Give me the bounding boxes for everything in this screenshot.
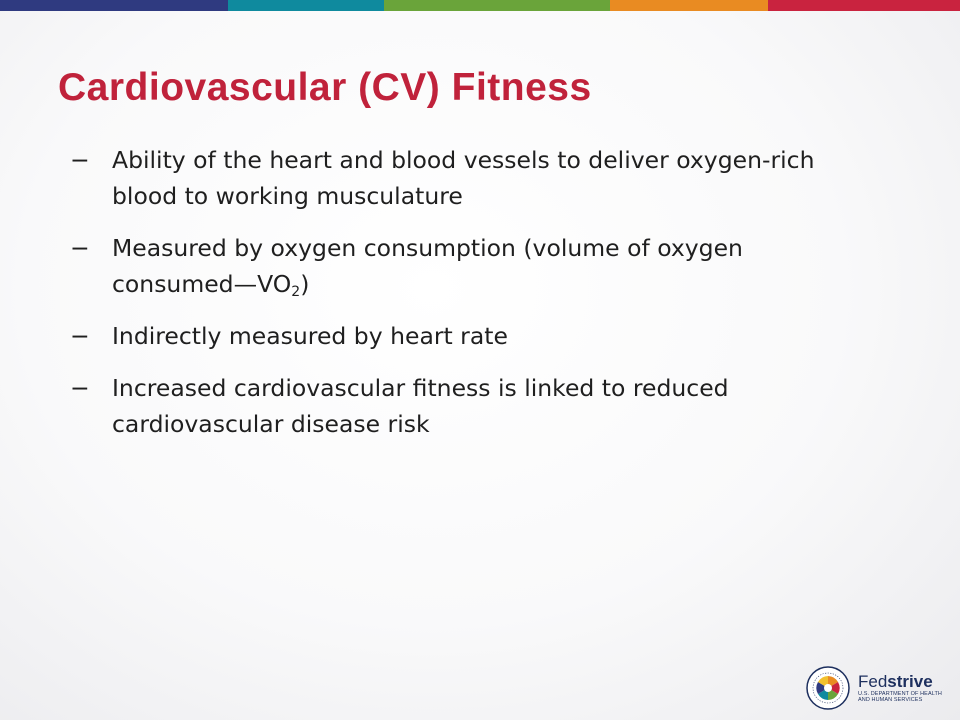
top-bar-segment-green (384, 0, 610, 11)
top-bar-segment-red (768, 0, 960, 11)
bullet-item (70, 142, 870, 214)
hhs-line-1: U.S. DEPARTMENT OF HEALTH (858, 690, 942, 697)
fedstrive-logo (858, 673, 942, 704)
bullet-text: Measured by oxygen consumption (volume of oxygen consumed—VO (112, 234, 743, 298)
top-bar-segment-navy (0, 0, 228, 11)
bullet-text: Ability of the heart and blood vessels to deliver oxygen-rich blood to working musculature (112, 146, 815, 210)
bullet-text: Increased cardiovascular fitness is linked to reduced cardiovascular disease risk (112, 374, 729, 438)
bullet-dash: − (70, 234, 90, 262)
bullet-text: Indirectly measured by heart rate (112, 322, 508, 350)
brand-part1: Fed (858, 671, 888, 691)
fedstrive-wordmark (858, 673, 942, 691)
bullet-item (70, 230, 870, 302)
slide-title: Cardiovascular (CV) Fitness (58, 66, 592, 109)
bullet-list (70, 142, 870, 458)
hhs-line-2: AND HUMAN SERVICES (858, 697, 923, 703)
bullet-suffix: ) (300, 270, 310, 298)
bullet-subscript: 2 (291, 284, 301, 300)
bullet-item (70, 370, 870, 442)
footer-logos (806, 666, 942, 710)
federal-occupational-health-seal-icon (806, 666, 850, 710)
bullet-item (70, 318, 870, 354)
top-bar-segment-teal (228, 0, 384, 11)
top-color-bar (0, 0, 960, 11)
top-bar-segment-orange (610, 0, 768, 11)
bullet-dash: − (70, 374, 90, 402)
bullet-dash: − (70, 322, 90, 350)
bullet-dash: − (70, 146, 90, 174)
brand-part2: strive (887, 671, 933, 691)
